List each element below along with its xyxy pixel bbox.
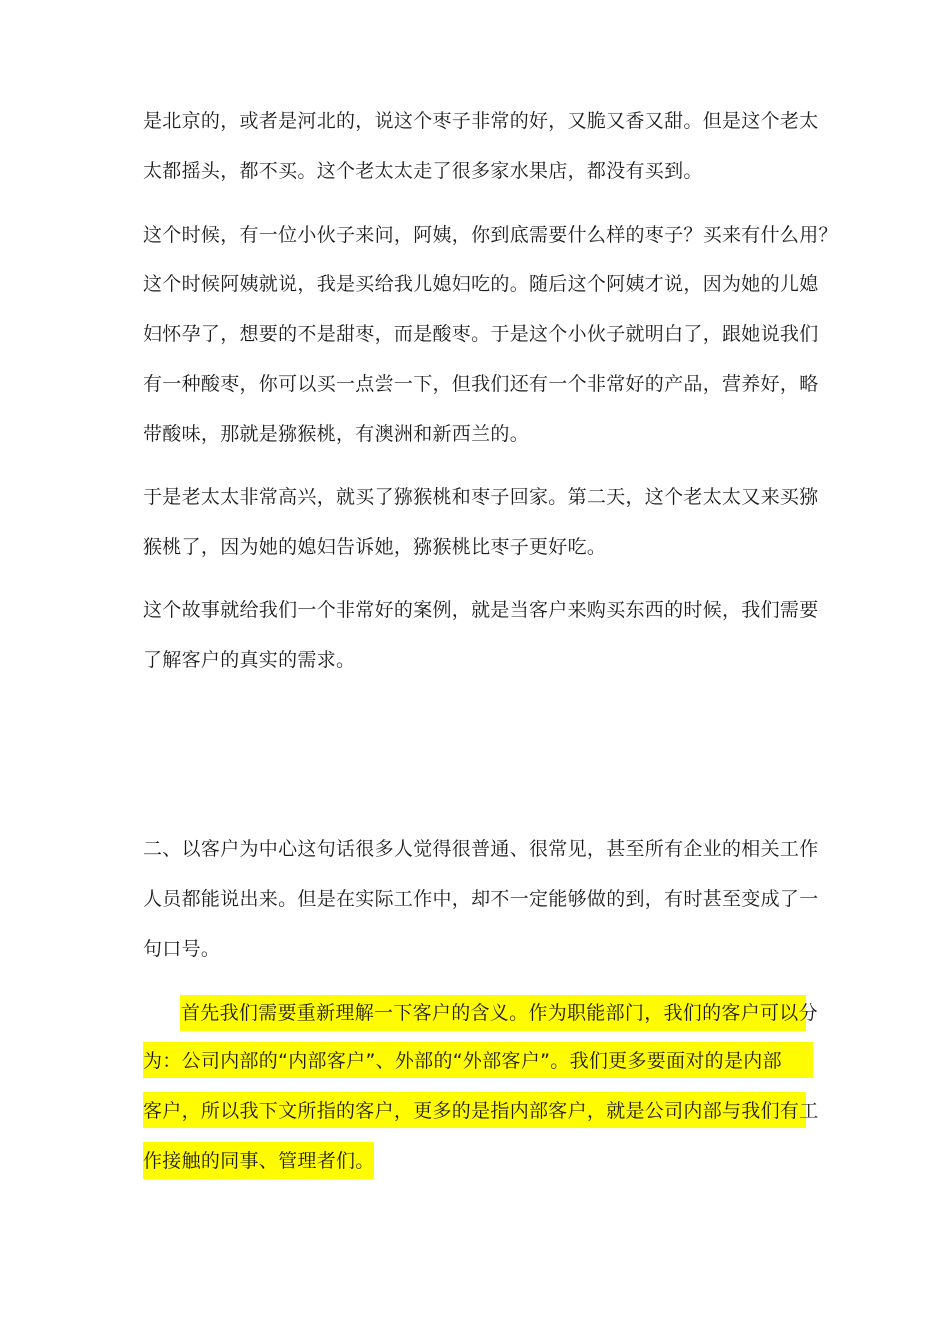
paragraph-2-line-5: 带酸味，那就是猕猴桃，有澳洲和新西兰的。 [143, 423, 530, 445]
paragraph-4-line-2: 了解客户的真实的需求。 [143, 649, 356, 671]
paragraph-2-line-4: 有一种酸枣，你可以买一点尝一下，但我们还有一个非常好的产品，营养好，略 [143, 373, 819, 395]
section-two-line-1: 二、以客户为中心这句话很多人觉得很普通、很常见，甚至所有企业的相关工作 [143, 838, 819, 860]
section-two-line-3: 句口号。 [143, 938, 221, 960]
paragraph-3-line-1: 于是老太太非常高兴，就买了猕猴桃和枣子回家。第二天，这个老太太又来买猕 [143, 486, 819, 508]
paragraph-1-line-2: 太都摇头，都不买。这个老太太走了很多家水果店，都没有买到。 [143, 160, 703, 182]
highlighted-paragraph-line-3: 客户，所以我下文所指的客户，更多的是指内部客户，就是公司内部与我们有工 [143, 1100, 819, 1122]
paragraph-2-line-3: 妇怀孕了，想要的不是甜枣，而是酸枣。于是这个小伙子就明白了，跟她说我们 [143, 323, 819, 345]
paragraph-3-line-2: 猴桃了，因为她的媳妇告诉她，猕猴桃比枣子更好吃。 [143, 536, 607, 558]
section-two-line-2: 人员都能说出来。但是在实际工作中，却不一定能够做的到，有时甚至变成了一 [143, 888, 819, 910]
paragraph-4-line-1: 这个故事就给我们一个非常好的案例，就是当客户来购买东西的时候，我们需要 [143, 599, 819, 621]
paragraph-1-line-1: 是北京的，或者是河北的，说这个枣子非常的好，又脆又香又甜。但是这个老太 [143, 110, 819, 132]
paragraph-2-line-2: 这个时候阿姨就说，我是买给我儿媳妇吃的。随后这个阿姨才说，因为她的儿媳 [143, 273, 819, 295]
highlighted-paragraph-line-4: 作接触的同事、管理者们。 [143, 1150, 375, 1172]
paragraph-2-line-1: 这个时候，有一位小伙子来问，阿姨，你到底需要什么样的枣子？买来有什么用？ [143, 224, 838, 246]
highlighted-paragraph-line-2: 为：公司内部的“内部客户”、外部的“外部客户”。我们更多要面对的是内部 [143, 1050, 782, 1072]
highlighted-paragraph-line-1: 首先我们需要重新理解一下客户的含义。作为职能部门，我们的客户可以分 [181, 1002, 818, 1024]
